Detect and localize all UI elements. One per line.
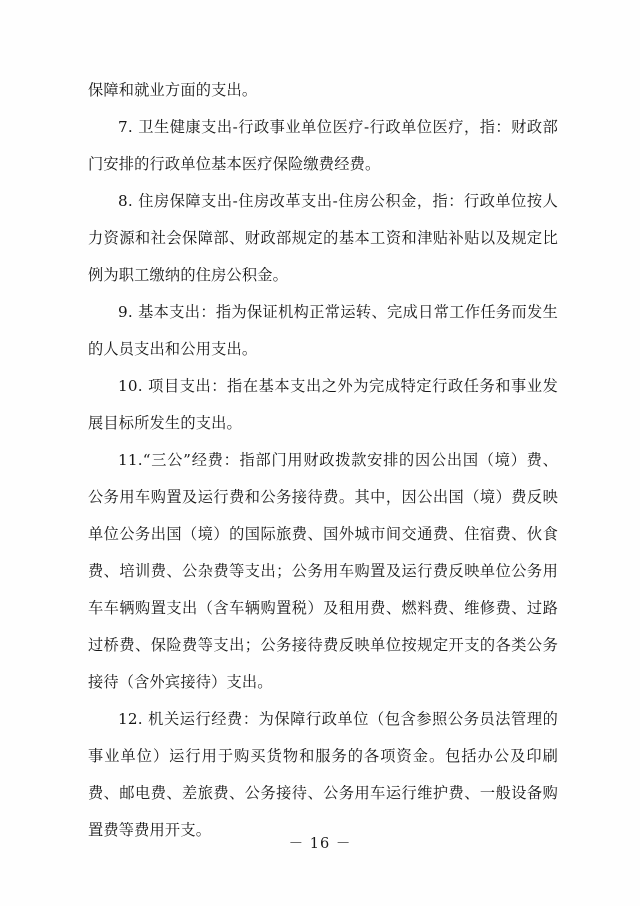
paragraph-item-8: 8. 住房保障支出-住房改革支出-住房公积金，指：行政单位按人力资源和社会保障部、财政部规定的基本工资和津贴补贴以及规定比例为职工缴纳的住房公积金。 bbox=[88, 192, 558, 284]
paragraph-item-10: 10. 项目支出：指在基本支出之外为完成特定行政任务和事业发展目标所发生的支出。 bbox=[88, 377, 558, 432]
paragraph-continued: 保障和就业方面的支出。 bbox=[88, 81, 258, 99]
paragraph-item-9: 9. 基本支出：指为保证机构正常运转、完成日常工作任务而发生的人员支出和公用支出。 bbox=[88, 303, 558, 358]
paragraph-item-7: 7. 卫生健康支出-行政事业单位医疗-行政单位医疗，指：财政部门安排的行政单位基本医疗保险缴费经费。 bbox=[88, 118, 558, 173]
paragraph-item-11: 11.“三公”经费：指部门用财政拨款安排的因公出国（境）费、公务用车购置及运行费和公务接待费。其中，因公出国（境）费反映单位公务出国（境）的国际旅费、国外城市间交通费、住宿费、伙食费、培训费、公杂费等支出；公务用车购置及运行费反映单位公务用车车辆购置支出（含车辆购置税）及租用费、燃料费、维修费、过路过桥费、保险费等支出；公务接待费反映单位按规定开支的各类公务接待（含外宾接待）支出。 bbox=[88, 451, 558, 691]
paragraph-item-12: 12. 机关运行经费：为保障行政单位（包含参照公务员法管理的事业单位）运行用于购买货物和服务的各项资金。包括办公及印刷费、邮电费、差旅费、公务接待、公务用车运行维护费、一般设备购置费等费用开支。 bbox=[88, 710, 558, 839]
page-body bbox=[88, 72, 558, 849]
page-number: － 16 － bbox=[288, 836, 352, 852]
